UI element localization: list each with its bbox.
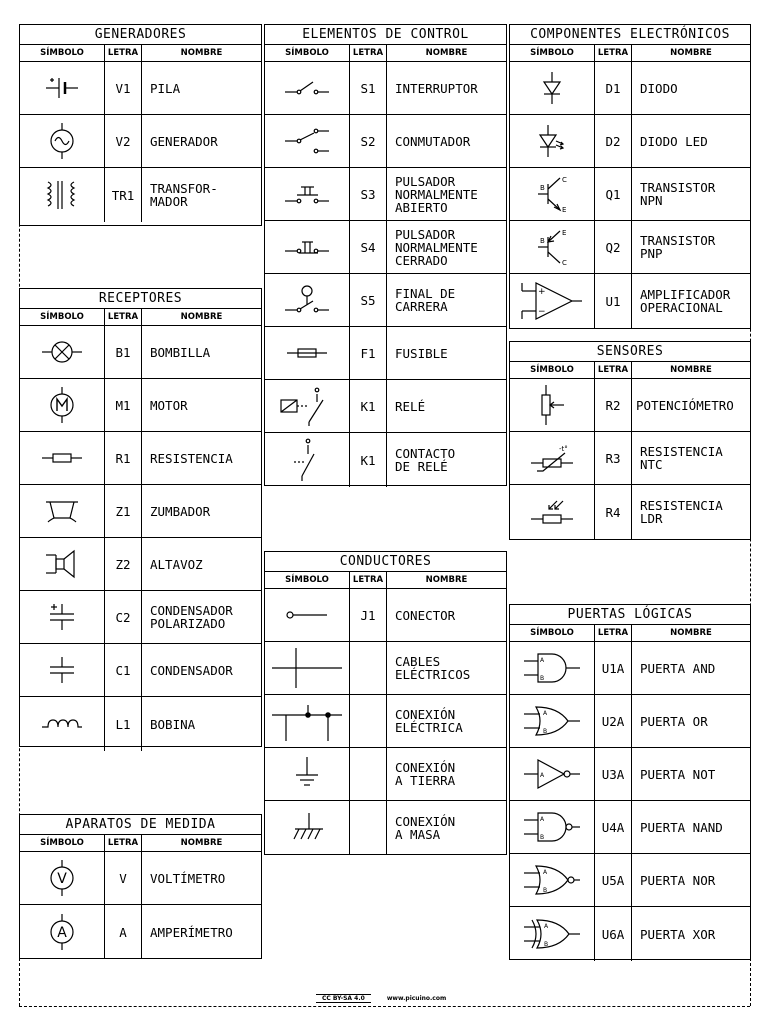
- table-row: + − U1 AMPLIFICADOR OPERACIONAL: [510, 274, 750, 328]
- control-table: [264, 24, 507, 486]
- npn-transistor-icon: [534, 174, 570, 214]
- table-row: C2 CONDENSADOR POLARIZADO: [20, 591, 261, 644]
- svg-text:A: A: [544, 923, 549, 930]
- svg-text:A: A: [543, 869, 548, 876]
- svg-text:A: A: [543, 710, 548, 717]
- capacitor-icon: [46, 655, 78, 685]
- svg-text:B: B: [540, 834, 545, 841]
- wire-junction-icon: [272, 699, 342, 743]
- electronicos-table: [509, 24, 751, 329]
- receptores-table: [19, 288, 262, 747]
- diode-icon: [540, 72, 564, 104]
- table-row: TR1 TRANSFOR- MADOR: [20, 168, 261, 222]
- table-row: B1 BOMBILLA: [20, 326, 261, 379]
- svg-text:A: A: [57, 925, 67, 941]
- coil-icon: [40, 717, 84, 731]
- svg-text:−: −: [538, 307, 546, 317]
- relay-contact-icon: [292, 438, 322, 482]
- op-amp-icon: [520, 279, 584, 323]
- not-gate-icon: [522, 757, 582, 791]
- table-row: CONEXIÓN ELÉCTRICA: [265, 695, 506, 748]
- table-row: K1 RELÉ: [265, 380, 506, 433]
- table-row: C1 CONDENSADOR: [20, 644, 261, 697]
- svg-text:B: B: [543, 728, 548, 735]
- polarized-capacitor-icon: [46, 602, 78, 632]
- speaker-icon: [44, 549, 80, 579]
- or-gate-icon: [522, 704, 582, 738]
- table-row: K1 CONTACTO DE RELÉ: [265, 433, 506, 487]
- table-row: S4 PULSADOR NORMALMENTE CERRADO: [265, 221, 506, 274]
- svg-text:E: E: [562, 206, 567, 214]
- pnp-transistor-icon: [534, 227, 570, 267]
- sensores-table: [509, 341, 751, 540]
- nand-gate-icon: [522, 810, 582, 844]
- table-row: -t° R3 RESISTENCIA NTC: [510, 432, 750, 485]
- push-button-no-icon: [283, 181, 331, 207]
- table-header: SÍMBOLO LETRA NOMBRE: [20, 44, 261, 62]
- table-header: SÍMBOLO LETRA NOMBRE: [265, 44, 506, 62]
- footer: [316, 995, 460, 1002]
- table-row: S5 FINAL DE CARRERA: [265, 274, 506, 327]
- table-row: A B U1A PUERTA AND: [510, 642, 750, 695]
- table-row: A B U6A PUERTA XOR: [510, 907, 750, 961]
- svg-text:-t°: -t°: [559, 445, 568, 453]
- table-row: L1 BOBINA: [20, 697, 261, 751]
- generadores-table: [19, 24, 262, 226]
- push-button-nc-icon: [283, 237, 331, 257]
- earth-ground-icon: [292, 757, 322, 791]
- table-row: S2 CONMUTADOR: [265, 115, 506, 168]
- led-icon: [536, 125, 568, 157]
- license-label: CC BY-SA 4.0: [316, 994, 371, 1003]
- switch-icon: [283, 78, 331, 98]
- table-row: CONEXIÓN A TIERRA: [265, 748, 506, 801]
- svg-text:E: E: [562, 229, 567, 237]
- table-row: A B U4A PUERTA NAND: [510, 801, 750, 854]
- svg-text:C: C: [562, 259, 567, 267]
- relay-icon: [279, 386, 335, 426]
- connector-icon: [285, 610, 329, 620]
- table-row: M1 MOTOR: [20, 379, 261, 432]
- svg-text:B: B: [540, 184, 545, 192]
- xor-gate-icon: [522, 917, 582, 951]
- table-title: ELEMENTOS DE CONTROL: [302, 27, 469, 42]
- ldr-icon: [529, 497, 575, 527]
- table-row: CONEXIÓN A MASA: [265, 801, 506, 855]
- table-title: SENSORES: [596, 344, 664, 359]
- and-gate-icon: [522, 651, 582, 685]
- table-row: R1 RESISTENCIA: [20, 432, 261, 485]
- nor-gate-icon: [522, 863, 582, 897]
- changeover-switch-icon: [283, 126, 331, 156]
- table-row: Z2 ALTAVOZ: [20, 538, 261, 591]
- table-row: V V VOLTÍMETRO: [20, 852, 261, 905]
- table-header: SÍMBOLO LETRA NOMBRE: [20, 308, 261, 326]
- table-title: APARATOS DE MEDIDA: [65, 817, 216, 832]
- table-row: R4 RESISTENCIA LDR: [510, 485, 750, 539]
- table-row: A B U2A PUERTA OR: [510, 695, 750, 748]
- table-title: COMPONENTES ELECTRÓNICOS: [530, 27, 730, 42]
- table-row: V1 PILA: [20, 62, 261, 115]
- svg-text:B: B: [543, 887, 548, 894]
- table-header: SÍMBOLO LETRA NOMBRE: [265, 571, 506, 589]
- svg-text:A: A: [540, 657, 545, 664]
- medida-table: [19, 814, 262, 959]
- svg-text:+: +: [538, 287, 546, 297]
- site-link[interactable]: www.picuino.com: [386, 995, 447, 1002]
- table-row: B E C Q2 TRANSISTOR PNP: [510, 221, 750, 274]
- table-row: A A AMPERÍMETRO: [20, 905, 261, 959]
- table-header: SÍMBOLO LETRA NOMBRE: [510, 624, 750, 642]
- cut-line-bottom: [19, 1006, 750, 1007]
- table-row: A B U5A PUERTA NOR: [510, 854, 750, 907]
- transformer-icon: [42, 178, 82, 212]
- conductores-table: [264, 551, 507, 855]
- ammeter-icon: [47, 914, 77, 950]
- fuse-icon: [285, 346, 329, 360]
- svg-text:V: V: [57, 871, 67, 887]
- table-header: SÍMBOLO LETRA NOMBRE: [510, 361, 750, 379]
- table-row: R2 POTENCIÓMETRO: [510, 379, 750, 432]
- table-title: RECEPTORES: [98, 291, 183, 306]
- table-row: V2 GENERADOR: [20, 115, 261, 168]
- svg-text:C: C: [562, 176, 567, 184]
- table-row: A U3A PUERTA NOT: [510, 748, 750, 801]
- table-header: SÍMBOLO LETRA NOMBRE: [20, 834, 261, 852]
- table-row: D2 DIODO LED: [510, 115, 750, 168]
- svg-text:B: B: [544, 941, 549, 948]
- wires-crossing-icon: [272, 646, 342, 690]
- ntc-icon: [529, 443, 575, 473]
- generator-icon: [42, 123, 82, 159]
- potentiometer-icon: [536, 385, 568, 425]
- table-title: PUERTAS LÓGICAS: [567, 607, 693, 622]
- svg-text:A: A: [540, 816, 545, 823]
- table-row: F1 FUSIBLE: [265, 327, 506, 380]
- table-title: CONDUCTORES: [339, 554, 432, 569]
- table-row: Z1 ZUMBADOR: [20, 485, 261, 538]
- table-row: S3 PULSADOR NORMALMENTE ABIERTO: [265, 168, 506, 221]
- svg-text:A: A: [540, 772, 545, 779]
- battery-icon: [42, 73, 82, 103]
- table-row: B C E Q1 TRANSISTOR NPN: [510, 168, 750, 221]
- limit-switch-icon: [283, 284, 331, 316]
- resistor-icon: [40, 451, 84, 465]
- table-row: S1 INTERRUPTOR: [265, 62, 506, 115]
- voltmeter-icon: [47, 860, 77, 896]
- table-header: SÍMBOLO LETRA NOMBRE: [510, 44, 750, 62]
- table-row: CABLES ELÉCTRICOS: [265, 642, 506, 695]
- svg-text:B: B: [540, 675, 545, 682]
- buzzer-icon: [44, 498, 80, 524]
- logicas-table: [509, 604, 751, 960]
- svg-text:B: B: [540, 237, 545, 245]
- motor-icon: [47, 387, 77, 423]
- table-row: D1 DIODO: [510, 62, 750, 115]
- table-row: J1 CONECTOR: [265, 589, 506, 642]
- chassis-ground-icon: [289, 813, 325, 843]
- table-title: GENERADORES: [94, 27, 187, 42]
- lamp-icon: [40, 340, 84, 364]
